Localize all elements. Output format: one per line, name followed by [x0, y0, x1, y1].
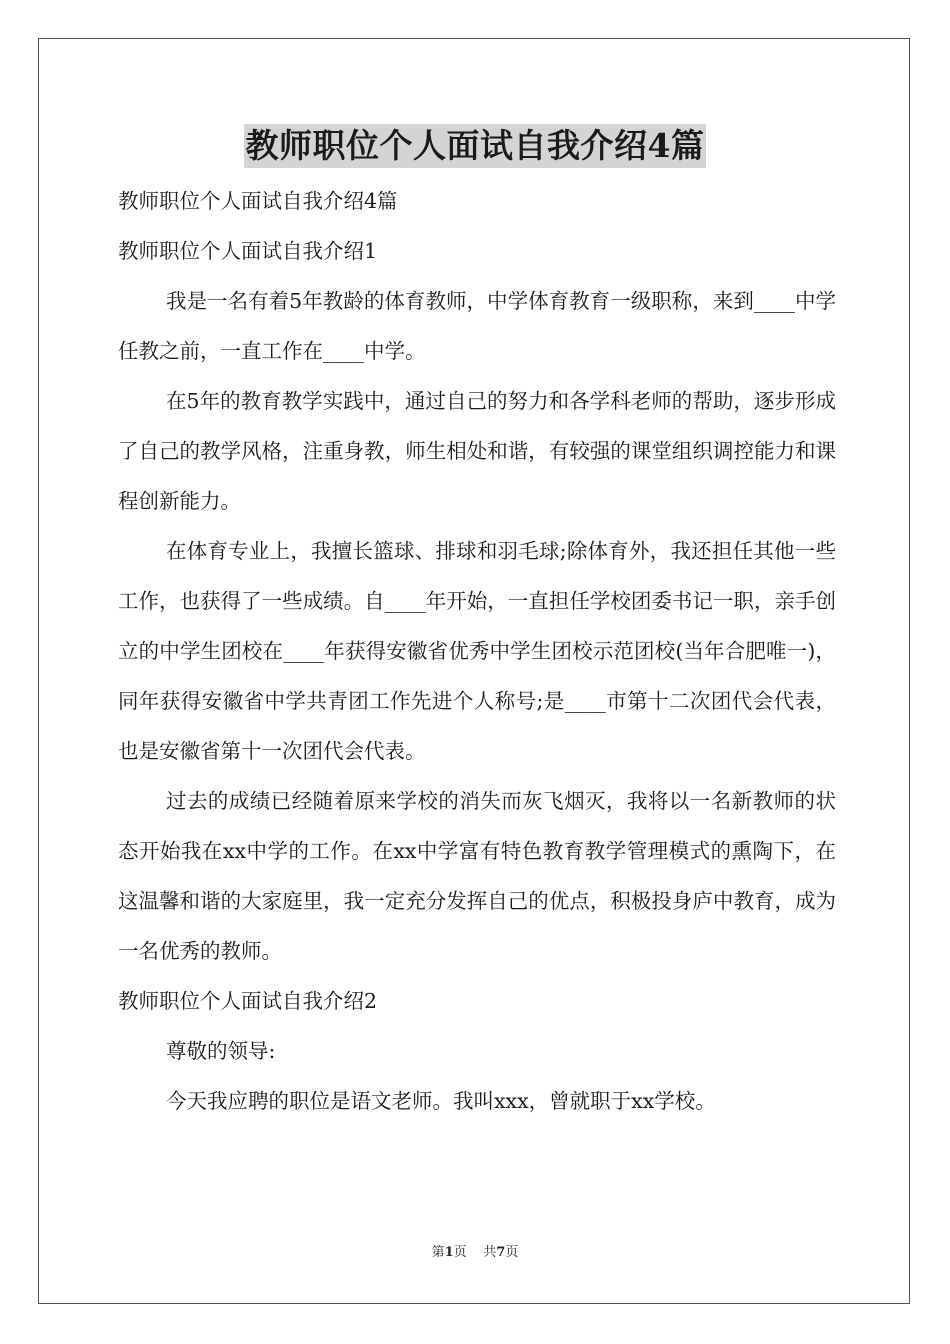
page-suffix: 页 — [453, 1245, 467, 1260]
paragraph: 过去的成绩已经随着原来学校的消失而灰飞烟灭，我将以一名新教师的状态开始我在xx中学的工作。在xx中学富有特色教育教学管理模式的熏陶下，在这温馨和谐的大家庭里，我一定充分发挥自己的优点，积极投身庐中教育，成为一名优秀的教师。 — [118, 789, 836, 963]
document-title: 教师职位个人面试自我介绍4篇 — [244, 124, 707, 168]
title-container — [0, 124, 950, 168]
paragraph: 在5年的教育教学实践中，通过自己的努力和各学科老师的帮助，逐步形成了自己的教学风格，注重身教，师生相处和谐，有较强的课堂组织调控能力和课程创新能力。 — [118, 389, 836, 513]
paragraph: 在体育专业上，我擅长篮球、排球和羽毛球;除体育外，我还担任其他一些工作，也获得了一些成绩。自____年开始，一直担任学校团委书记一职，亲手创立的中学生团校在____年获得安徽省优秀中学生团校示范团校(当年合肥唯一)，同年获得安徽省中学共青团工作先进个人称号;是____市第十二次团代会代表，也是安徽省第十一次团代会代表。 — [118, 539, 836, 763]
total-prefix: 共 — [483, 1245, 497, 1260]
section-heading-1: 教师职位个人面试自我介绍1 — [118, 239, 378, 263]
section-heading-2: 教师职位个人面试自我介绍2 — [118, 989, 378, 1013]
paragraph: 今天我应聘的职位是语文老师。我叫xxx，曾就职于xx学校。 — [166, 1089, 716, 1113]
page-footer — [0, 1244, 950, 1262]
document-body — [118, 176, 836, 1126]
total-suffix: 页 — [505, 1245, 519, 1260]
paragraph: 我是一名有着5年教龄的体育教师，中学体育教育一级职称，来到____中学任教之前，一直工作在____中学。 — [118, 289, 836, 363]
paragraph: 尊敬的领导: — [166, 1039, 276, 1063]
page-number: 1 — [444, 1245, 454, 1260]
page-prefix: 第 — [431, 1245, 445, 1260]
total-pages: 7 — [496, 1245, 506, 1260]
document-subtitle: 教师职位个人面试自我介绍4篇 — [118, 189, 398, 213]
